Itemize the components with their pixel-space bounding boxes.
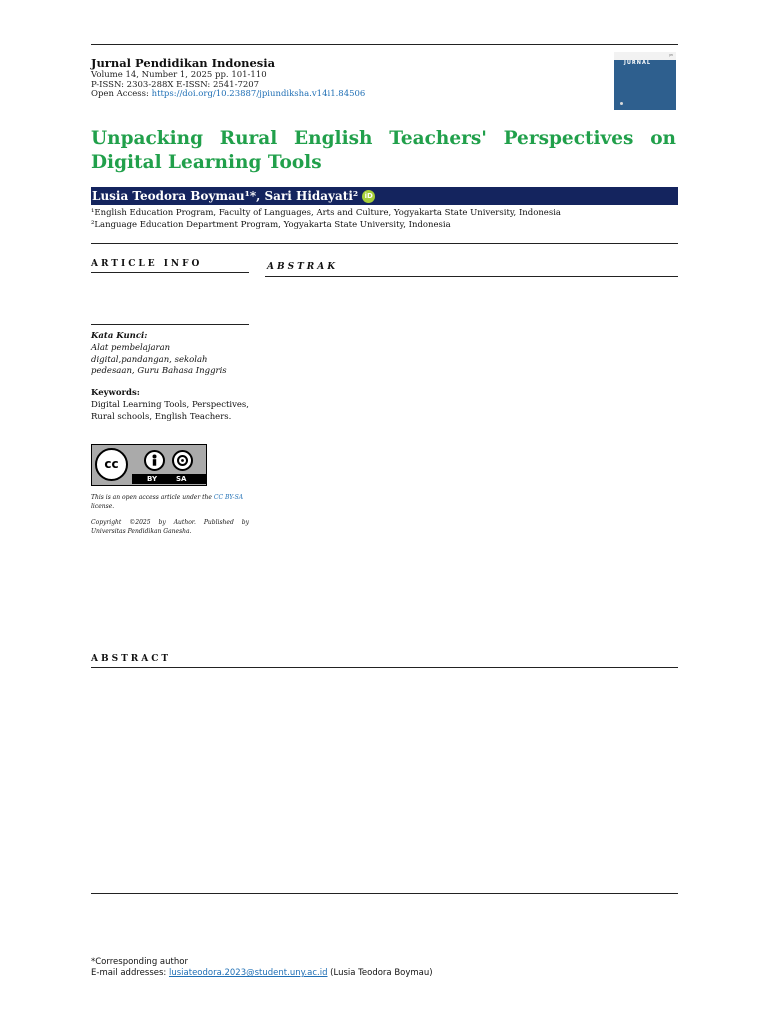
open-access-line bbox=[91, 89, 365, 99]
keywords-rule bbox=[91, 324, 249, 325]
share-alike-icon bbox=[172, 450, 193, 471]
affiliation-1: ¹English Education Program, Faculty of Languages, Arts and Culture, Yogyakarta State University, Indonesia bbox=[91, 208, 561, 218]
email-owner: (Lusia Teodora Boymau) bbox=[327, 968, 433, 978]
person-icon bbox=[144, 450, 165, 471]
corresponding-author-note: *Corresponding author bbox=[91, 957, 188, 967]
volume-line: Volume 14, Number 1, 2025 pp. 101-110 bbox=[91, 70, 267, 80]
cc-sa-label: SA bbox=[176, 475, 187, 483]
abstract-rule bbox=[91, 667, 678, 668]
license-prefix: This is an open access article under the bbox=[91, 494, 214, 501]
article-title: Unpacking Rural English Teachers' Perspectives on Digital Learning Tools bbox=[91, 128, 676, 173]
author-line bbox=[92, 187, 375, 205]
email-line bbox=[91, 968, 433, 978]
top-rule bbox=[91, 44, 678, 45]
license-link[interactable]: CC BY-SA bbox=[213, 494, 244, 501]
kata-kunci-text: Alat pembelajaran digital,pandangan, sekolah pedesaan, Guru Bahasa Inggris bbox=[91, 343, 227, 376]
journal-cover-image bbox=[614, 52, 676, 110]
affiliation-2: ²Language Education Department Program, Yogyakarta State University, Indonesia bbox=[91, 220, 451, 230]
copyright-note: Copyright ©2025 by Author. Published by Universitas Pendidikan Ganesha. bbox=[91, 519, 249, 535]
author-names: Lusia Teodora Boymau¹*, Sari Hidayati² bbox=[92, 189, 359, 203]
article-info-rule bbox=[91, 272, 249, 273]
license-note bbox=[91, 493, 249, 511]
email-link[interactable]: lusiateodora.2023@student.uny.ac.id bbox=[168, 968, 328, 978]
cc-by-sa-badge[interactable] bbox=[91, 444, 207, 486]
issn-line: P-ISSN: 2303-288X E-ISSN: 2541-7207 bbox=[91, 80, 260, 90]
keywords-label: Keywords: bbox=[91, 388, 140, 398]
article-info-heading: ARTICLE INFO bbox=[91, 259, 203, 269]
journal-name: Jurnal Pendidikan Indonesia bbox=[91, 56, 276, 70]
abstrak-rule bbox=[265, 276, 678, 277]
cover-title: JURNAL bbox=[624, 60, 652, 66]
abstrak-heading: ABSTRAK bbox=[267, 262, 339, 272]
cover-dot bbox=[620, 102, 623, 105]
open-access-label: Open Access: bbox=[91, 89, 149, 99]
license-suffix: license. bbox=[91, 503, 115, 510]
orcid-icon[interactable]: iD bbox=[362, 190, 375, 203]
author-bar bbox=[91, 187, 678, 205]
abstract-heading: ABSTRACT bbox=[91, 654, 172, 664]
cc-logo-icon: cc bbox=[95, 448, 128, 481]
cover-band: JPI bbox=[614, 52, 676, 60]
doi-link[interactable]: https://doi.org/10.23887/jpiundiksha.v14i1.84506 bbox=[151, 89, 366, 99]
affiliation-rule bbox=[91, 243, 678, 244]
bottom-rule bbox=[91, 893, 678, 894]
email-label: E-mail addresses: bbox=[91, 968, 167, 978]
cc-by-label: BY bbox=[147, 475, 158, 483]
cc-label-strip bbox=[132, 474, 206, 484]
kata-kunci-label: Kata Kunci: bbox=[91, 331, 148, 341]
keywords-text: Digital Learning Tools, Perspectives, Rural schools, English Teachers. bbox=[91, 400, 249, 422]
